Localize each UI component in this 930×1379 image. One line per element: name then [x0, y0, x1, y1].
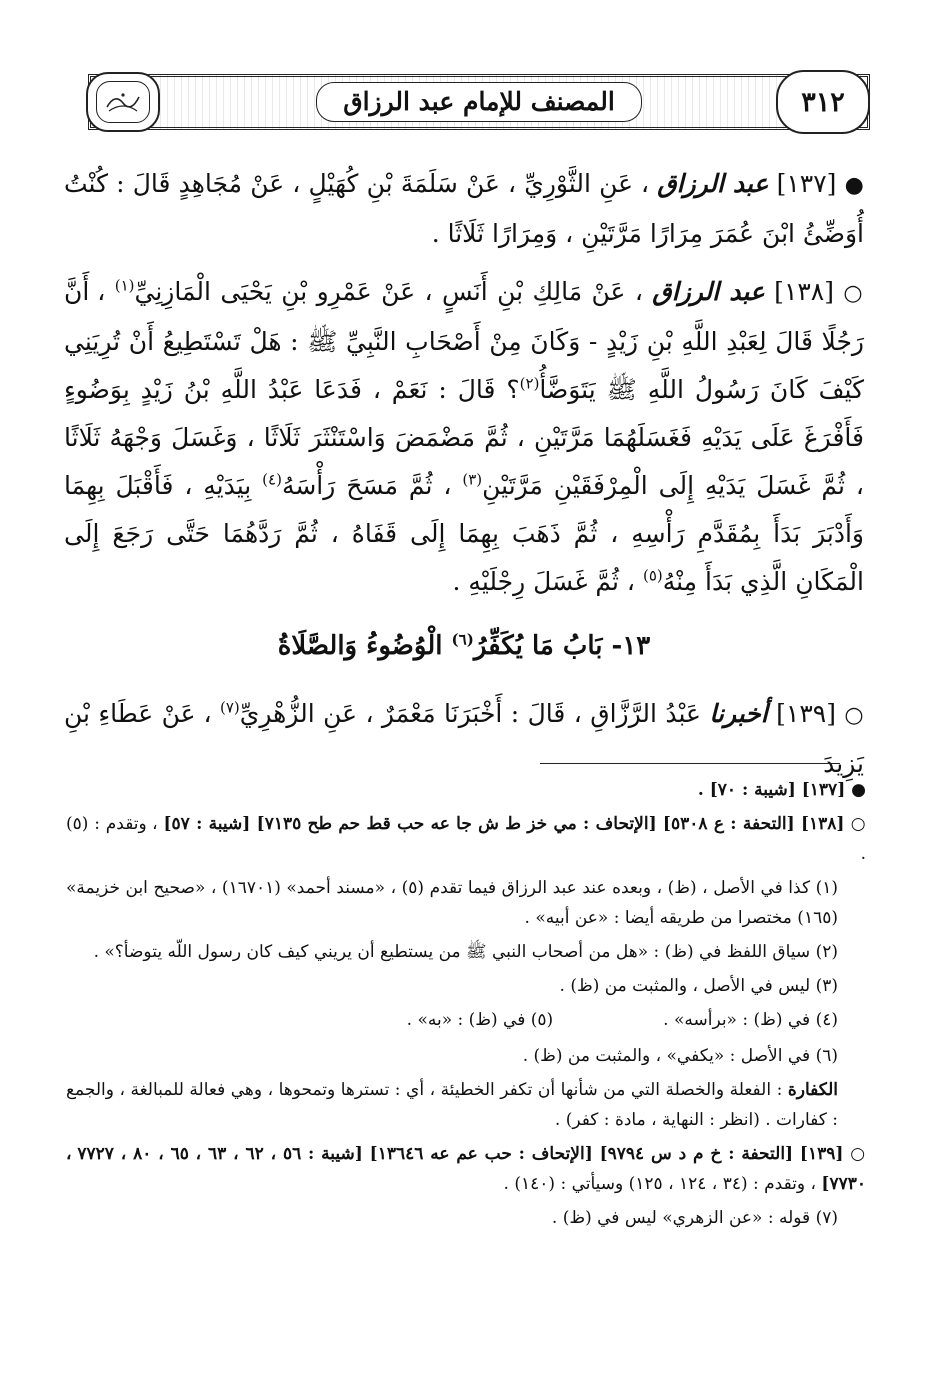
kaffara-term: الكفارة [787, 1080, 839, 1100]
book-logo-emblem-icon [96, 81, 150, 123]
footnote-ref-7: (٧) [220, 698, 240, 717]
note-137: ● [١٣٧] [شيبة : ٧٠] . [697, 780, 866, 800]
hadith-text: ، عَنْ مَالِكِ بْنِ أَنَسٍ ، عَنْ عَمْرِو بْنِ يَحْيَى الْمَازِنِيِّ [134, 277, 643, 306]
hadith-marker: ○ [844, 703, 865, 728]
footnote-ref-1: (١) [114, 276, 135, 295]
hadith-text: بِيَدَيْهِ ، فَأَقْبَلَ بِهِمَا وَأَدْبَرَ بَدَأَ بِمُقَدَّمِ رَأْسِهِ ، ثُمَّ ذَهَبَ بِهِمَا إِلَى قَفَاهُ ، ثُمَّ رَدَّهُمَا حَتَّى رَجَعَ إِلَى الْمَكَانِ الَّذِي بَدَأَ مِنْهُ [64, 471, 864, 596]
footnote-2: (٢) سياق اللفظ في (ظ) : «هل من أصحاب النبي ﷺ من يستطيع أن يريني كيف كان رسول اللّه يتوضأ؟» . [93, 942, 838, 962]
footnote-1: (١) كذا في الأصل ، (ظ) ، وبعده عند عبد الرزاق فيما تقدم (٥) ، «مسند أحمد» (١٦٧٠١) ، «صحيح ابن خزيمة» (١٦٥) مختصرا من طريقه أيضا : «عن أبيه» . [66, 878, 838, 928]
footnote-3: (٣) ليس في الأصل ، والمثبت من (ظ) . [559, 976, 838, 996]
narration-formula: أخبرنا [709, 699, 768, 728]
note-138-rest: ، وتقدم : (٥) . [66, 814, 866, 864]
narrator-name: عبد الرزاق [657, 169, 769, 198]
hadith-number: [١٣٩] [776, 699, 836, 728]
hadith-text: ، عَنْ عَطَاءِ بْنِ يَزِيدَ [64, 699, 864, 778]
note-138 [66, 809, 866, 869]
footnote-7: (٧) قوله : «عن الزهري» ليس في (ظ) . [551, 1208, 838, 1228]
running-header [88, 74, 870, 130]
footnote-ref-2: (٢) [519, 374, 540, 393]
chapter-title: ١٣- بَابُ مَا يُكَفِّرُ [473, 631, 651, 661]
footnote-ref-3: (٣) [462, 470, 483, 489]
hadith-marker: ● [844, 173, 864, 198]
hadith-marker: ○ [843, 281, 864, 306]
note-139-refs: ○ [١٣٩] [التحفة : خ م د س ٩٧٩٤] [الإتحاف : حب عم عه ١٣٦٤٦] [شيبة : ٥٦ ، ٦٢ ، ٦٣ ، ٦٥ ، ٨٠ ، ٧٧٢٧ ، ٧٧٣٠] [66, 1144, 867, 1194]
narrator-name: عبد الرزاق [652, 277, 765, 306]
hadith-text: ؟ قَالَ : نَعَمْ ، فَدَعَا عَبْدُ اللَّهِ بْنُ زَيْدٍ بِوَضُوءٍ فَأَفْرَغَ عَلَى يَدَيْهِ فَغَسَلَهُمَا مَرَّتَيْنِ ، ثُمَّ مَضْمَضَ وَاسْتَنْثَرَ ثَلَاثًا ، وَغَسَلَ وَجْهَهُ ثَلَاثًا ، ثُمَّ غَسَلَ يَدَيْهِ إِلَى الْمِرْفَقَيْنِ مَرَّتَيْنِ [64, 375, 864, 500]
note-139-rest: ، وتقدم : (٣٤ ، ١٢٤ ، ١٢٥) وسيأتي : (١٤٠) . [503, 1174, 817, 1194]
kaffara-note [66, 1075, 866, 1135]
footnote-divider [540, 763, 840, 764]
note-138-refs: ○ [١٣٨] [التحفة : ع ٥٣٠٨] [الإتحاف : مي خز ط ش جا عه حب قط حم طح ٧١٣٥] [شيبة : ٥٧] [163, 814, 867, 834]
footnote-5: (٥) في (ظ) : «به» . [406, 1010, 554, 1030]
hadith-138 [64, 268, 864, 606]
footnote-6: (٦) في الأصل : «يكفي» ، والمثبت من (ظ) . [522, 1046, 838, 1066]
chapter-heading [64, 622, 864, 670]
hadith-139 [64, 690, 864, 788]
hadith-number: [١٣٨] [774, 277, 834, 306]
hadith-text: ، ثُمَّ غَسَلَ رِجْلَيْهِ . [452, 567, 635, 596]
hadith-number: [١٣٧] [776, 169, 837, 198]
chapter-title-rest: الْوُضُوءُ وَالصَّلَاةُ [277, 631, 443, 661]
footnotes-4-5 [66, 1005, 866, 1035]
hadith-text: ، ثُمَّ مَسَحَ رَأْسَهُ [281, 471, 452, 500]
hadith-text: عَبْدُ الرَّزَّاقِ ، قَالَ : أَخْبَرَنَا مَعْمَرٌ ، عَنِ الزُّهْرِيِّ [239, 699, 701, 728]
footnote-ref-4: (٤) [262, 470, 282, 489]
hadith-text: ، أَنَّ رَجُلًا قَالَ لِعَبْدِ اللَّهِ بْنِ زَيْدٍ - وَكَانَ مِنْ أَصْحَابِ النَّبِيِّ ﷺ : هَلْ تَسْتَطِيعُ أَنْ تُرِيَنِي كَيْفَ كَانَ رَسُولُ اللَّهِ ﷺ يَتَوَضَّأُ [64, 277, 864, 404]
kaffara-text: : الفعلة والخصلة التي من شأنها أن تكفر الخطيئة ، أي : تسترها وتمحوها ، وهي فعالة للمبالغة ، والجمع : كفارات . (انظر : النهاية ، مادة : كفر) . [66, 1080, 838, 1130]
main-text [64, 160, 864, 798]
footnote-ref-6: (٦) [451, 630, 474, 649]
header-title: المصنف للإمام عبد الرزاق [316, 82, 642, 122]
page-number: ٣١٢ [776, 70, 870, 134]
book-logo [86, 72, 160, 132]
hadith-137 [64, 160, 864, 258]
hadith-text: ، عَنِ الثَّوْرِيِّ ، عَنْ سَلَمَةَ بْنِ كُهَيْلٍ ، عَنْ مُجَاهِدٍ قَالَ : كُنْتُ أُوَضِّئُ ابْنَ عُمَرَ مِرَارًا مَرَّتَيْنِ ، وَمِرَارًا ثَلَاثًا . [64, 169, 864, 248]
note-139 [66, 1139, 866, 1199]
footnote-ref-5: (٥) [642, 566, 663, 585]
footnotes [66, 775, 866, 1237]
footnote-4: (٤) في (ظ) : «برأسه» . [663, 1010, 838, 1030]
